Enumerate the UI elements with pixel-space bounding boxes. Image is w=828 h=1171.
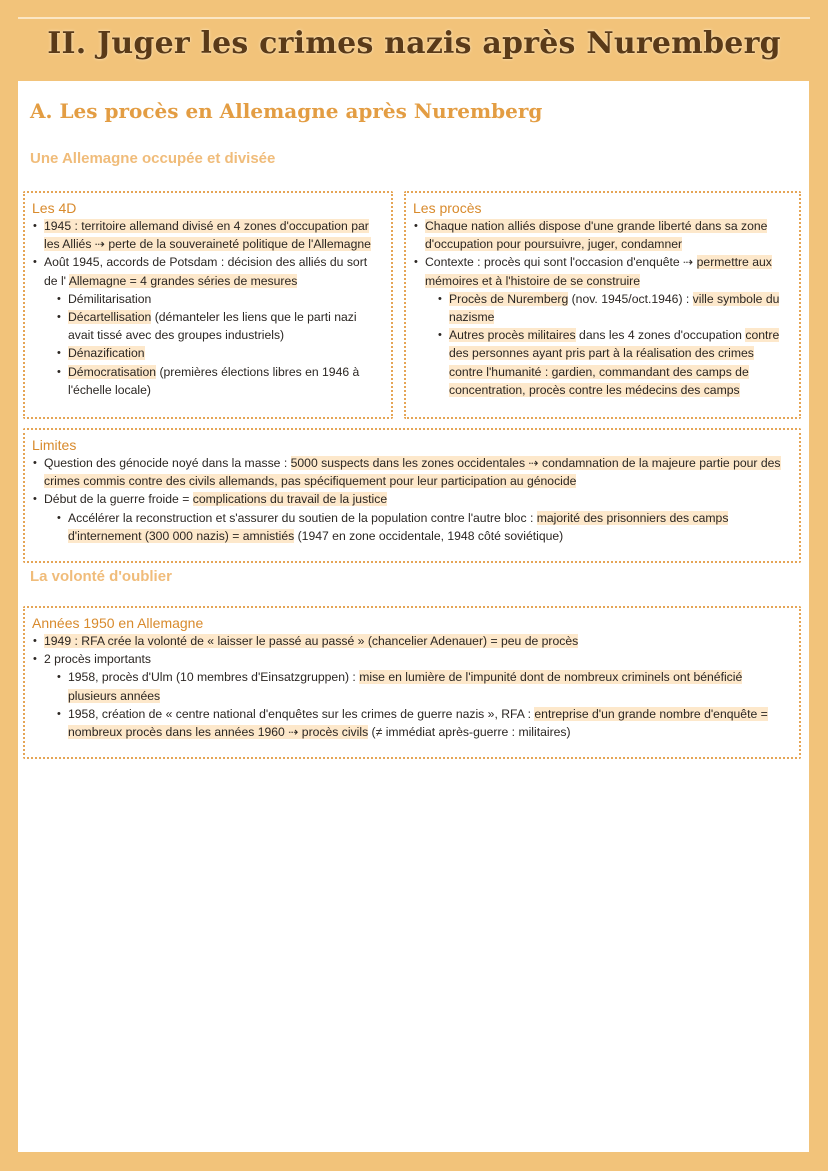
list-item	[32, 490, 791, 545]
content-sheet	[18, 81, 809, 1152]
sub-list-item	[56, 705, 791, 741]
highlight: Procès de Nuremberg	[449, 291, 569, 306]
top-divider	[18, 17, 810, 19]
box-title-limites: Limites	[32, 437, 77, 453]
highlight: 5000 suspects dans les zones occidentales ⇢ condamnation de la majeure partie pour des crimes commis contre des civils allemands, pas spécifiquement pour leur participation au génocide	[44, 456, 781, 489]
text: Août 1945, accords de Potsdam : décision des alliés du sort de l'	[44, 255, 368, 288]
sub-list-item	[437, 290, 791, 326]
text: Question des génocide noyé dans la masse :	[44, 456, 291, 470]
subsection-title-oubli: La volonté d'oublier	[30, 568, 172, 585]
sub-list-item	[56, 344, 383, 362]
box-annees-1950	[23, 606, 801, 759]
text: Accélérer la reconstruction et s'assurer du soutien de la population contre l'autre bloc :	[68, 510, 537, 525]
sub-list-item	[56, 290, 383, 308]
highlight: complications du travail de la justice	[192, 492, 388, 507]
box-title-1950: Années 1950 en Allemagne	[32, 615, 204, 631]
highlight: ville symbole du nazisme	[449, 291, 780, 325]
box-les-4d	[23, 191, 393, 419]
highlight: entreprise d'un grande nombre d'enquête = nombreux procès dans les années 1960 ⇢ procès civils	[68, 706, 768, 740]
list-item	[32, 454, 791, 490]
box-title-proces: Les procès	[413, 200, 482, 216]
subsection-title-occupied: Une Allemagne occupée et divisée	[30, 150, 276, 167]
text: (nov. 1945/oct.1946) :	[568, 291, 693, 306]
highlight: contre des personnes ayant pris part à la réalisation des crimes contre l'humanité : gardien, commandant des camps de concentration, procès contre les médecins des camps	[449, 328, 780, 397]
highlight: mise en lumière de l'impunité dont de nombreux criminels ont bénéficié plusieurs années	[68, 670, 743, 703]
box-limites	[23, 428, 801, 563]
list-item	[413, 217, 791, 253]
highlight: Autres procès militaires	[449, 328, 576, 343]
text: 1958, procès d'Ulm (10 membres d'Einsatzgruppen) :	[68, 670, 360, 685]
highlight: 1945 : territoire allemand divisé en 4 zones d'occupation par les Alliés ⇢ perte de la souveraineté politique de l'Allemagne	[44, 219, 371, 252]
text: Début de la guerre froide =	[44, 492, 193, 507]
list-item	[32, 217, 383, 253]
list-item	[32, 650, 791, 741]
text: (premières élections libres en 1946 à l'échelle locale)	[68, 364, 360, 397]
text: (1947 en zone occidentale, 1948 côté soviétique)	[294, 528, 564, 543]
text: dans les 4 zones d'occupation	[575, 328, 746, 343]
highlight: majorité des prisonniers des camps d'internement (300 000 nazis) = amnistiés	[68, 510, 729, 543]
text: Démilitarisation	[68, 291, 152, 306]
text: 2 procès importants	[44, 652, 152, 667]
highlight: Décartellisation	[68, 310, 152, 325]
section-title: A. Les procès en Allemagne après Nuremberg	[30, 99, 543, 123]
list-item	[32, 632, 791, 650]
highlight: Allemagne = 4 grandes séries de mesures	[68, 273, 298, 288]
text: Contexte : procès qui sont l'occasion d'enquête ⇢	[425, 255, 697, 270]
sub-list-item	[437, 326, 791, 399]
list-item	[413, 253, 791, 399]
highlight: permettre aux mémoires et à l'histoire de se construire	[425, 255, 772, 288]
highlight: Chaque nation alliés dispose d'une grande liberté dans sa zone d'occupation pour poursuivre, juger, condamner	[425, 219, 768, 252]
box-title-4d: Les 4D	[32, 200, 77, 216]
text: (≠ immédiat après-guerre : militaires)	[368, 725, 571, 740]
page-title: II. Juger les crimes nazis après Nuremberg	[47, 26, 781, 61]
highlight: 1949 : RFA crée la volonté de « laisser le passé au passé » (chancelier Adenauer) = peu de procès	[44, 634, 579, 648]
highlight: Démocratisation	[68, 364, 157, 379]
sub-list-item	[56, 668, 791, 704]
text: 1958, création de « centre national d'enquêtes sur les crimes de guerre nazis », RFA :	[68, 706, 535, 721]
box-les-proces	[404, 191, 801, 419]
text: (démanteler les liens que le parti nazi avait tissé avec des groupes industriels)	[68, 310, 357, 343]
sub-list-item	[56, 363, 383, 399]
sub-list-item	[56, 509, 791, 545]
highlight: Dénazification	[68, 346, 145, 361]
sub-list-item	[56, 308, 383, 344]
list-item	[32, 253, 383, 399]
